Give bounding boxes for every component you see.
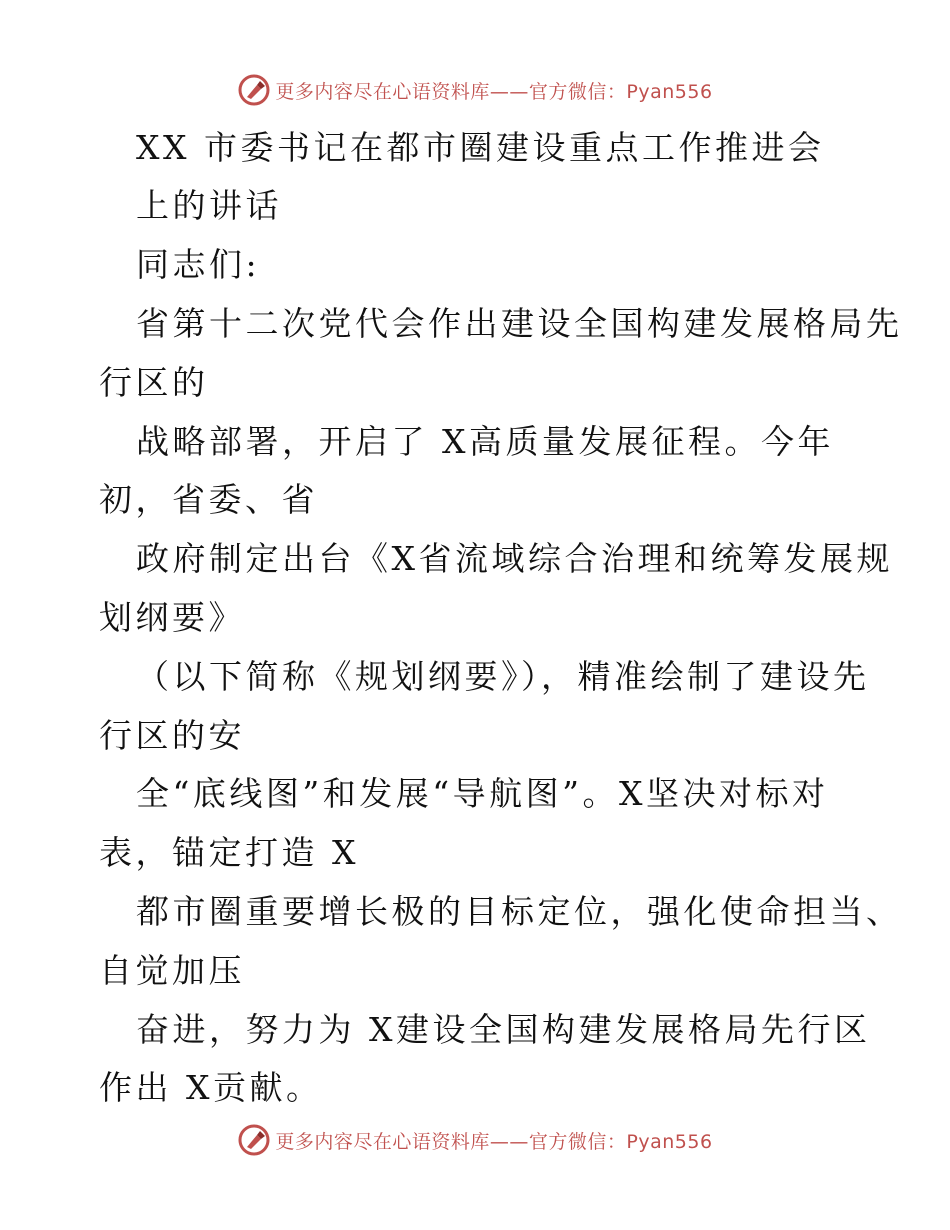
pen-nib-circle-icon	[237, 1123, 271, 1157]
salutation: 同志们:	[136, 245, 261, 284]
pen-nib-circle-icon	[237, 73, 271, 107]
banner-wechat: 官方微信：Pyan556	[528, 1130, 713, 1153]
document-title-line-1: XX 市委书记在都市圈建设重点工作推进会	[136, 128, 825, 167]
paragraph-line: 省第十二次党代会作出建设全国构建发展格局先	[136, 304, 903, 343]
banner-text	[275, 77, 712, 104]
banner-separator: ——	[489, 1130, 529, 1153]
banner-text	[275, 1127, 712, 1154]
paragraph-line: 行区的	[99, 363, 209, 402]
banner-site-name: 更多内容尽在心语资料库	[275, 80, 490, 103]
document-title-line-2: 上的讲话	[136, 186, 282, 225]
paragraph-line: 政府制定出台《X省流域综合治理和统筹发展规	[136, 539, 893, 578]
paragraph-line: 全“底线图”和发展“导航图”。X坚决对标对	[136, 774, 829, 813]
paragraph-line: 划纲要》	[99, 598, 245, 637]
paragraph-line: 行区的安	[99, 716, 245, 755]
paragraph-line: 奋进，努力为 X建设全国构建发展格局先行区	[136, 1010, 871, 1049]
header-banner	[0, 70, 950, 110]
paragraph-line: 作出 X贡献。	[99, 1068, 323, 1107]
footer-banner	[0, 1120, 950, 1160]
banner-site-name: 更多内容尽在心语资料库	[275, 1130, 490, 1153]
banner-separator: ——	[489, 80, 529, 103]
paragraph-line: 都市圈重要增长极的目标定位，强化使命担当、	[136, 892, 903, 931]
banner-wechat: 官方微信：Pyan556	[528, 80, 713, 103]
paragraph-line: 自觉加压	[99, 951, 245, 990]
paragraph-line: 表，锚定打造 X	[99, 833, 359, 872]
paragraph-line: 初，省委、省	[99, 480, 318, 519]
paragraph-line: 战略部署，开启了 X高质量发展征程。今年	[136, 422, 834, 461]
paragraph-line: （以下简称《规划纲要》），精准绘制了建设先	[136, 657, 870, 696]
